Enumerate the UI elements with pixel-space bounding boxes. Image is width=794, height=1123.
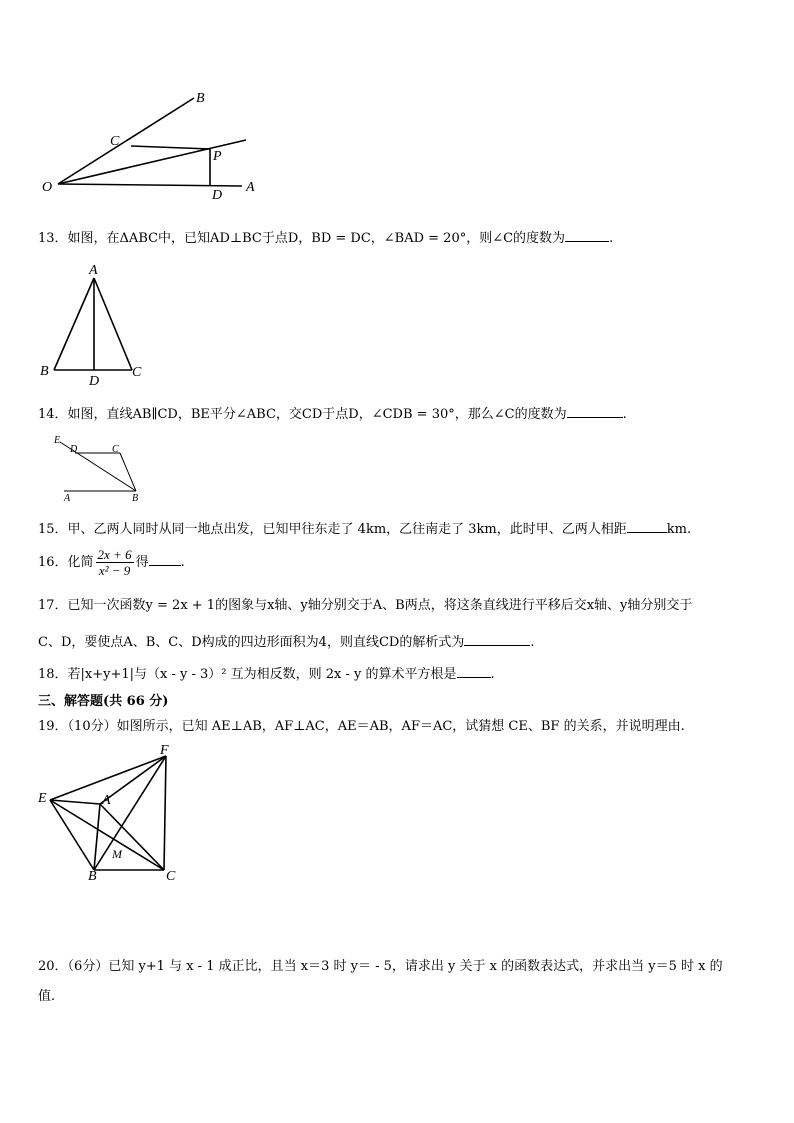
- question-13: 13．如图，在ΔABC中，已知AD⊥BC于点D，BD = DC，∠BAD = 20°，则∠C的度数为 .: [38, 231, 614, 246]
- answer-blank-17: [464, 633, 530, 646]
- question-19-text: 19．（10分）如图所示，已知 AE⊥AB，AF⊥AC，AE＝AB，AF＝AC，试猜想 CE、BF 的关系，并说明理由.: [38, 719, 685, 734]
- point-F-label: F: [160, 743, 169, 758]
- point-O-label: O: [42, 180, 53, 195]
- point-C-label: C: [132, 365, 142, 380]
- answer-blank-18: [457, 665, 491, 678]
- question-18-text: 18．若|x+y+1|与（x - y - 3）² 互为相反数，则 2x - y 的算术平方根是: [38, 667, 457, 682]
- question-14: 14．如图，直线AB∥CD，BE平分∠ABC，交CD于点D，∠CDB = 30°，那么∠C的度数为 .: [38, 407, 627, 422]
- answer-blank-15: [627, 520, 667, 533]
- point-B-label: B: [40, 364, 49, 379]
- fraction-denominator: x² − 9: [98, 563, 131, 578]
- point-B-label: B: [132, 493, 139, 504]
- fraction-numerator: 2x + 6: [97, 547, 132, 562]
- question-13-text: 13．如图，在ΔABC中，已知AD⊥BC于点D，BD = DC，∠BAD = 20°，则∠C的度数为: [38, 231, 566, 246]
- point-D-label: D: [89, 374, 100, 387]
- point-C-label: C: [166, 869, 176, 884]
- fraction-expression: [96, 547, 134, 578]
- point-D-label: D: [70, 444, 78, 455]
- point-D-label: D: [212, 188, 223, 203]
- question-14-text: 14．如图，直线AB∥CD，BE平分∠ABC，交CD于点D，∠CDB = 30°，那么∠C的度数为: [38, 407, 567, 422]
- section-heading: 三、解答题(共 66 分): [38, 694, 169, 709]
- point-B-label: B: [88, 869, 97, 884]
- question-16: 16．化简 $\frac{2x + 6}{\text{x² − 9}}$ 得 .: [38, 547, 185, 578]
- point-M-label: M: [112, 847, 122, 861]
- question-15: 15．甲、乙两人同时从同一地点出发，已知甲往东走了 4km，乙往南走了 3km，此时甲、乙两人相距 km.: [38, 522, 692, 537]
- question-15-text: 15．甲、乙两人同时从同一地点出发，已知甲往东走了 4km，乙往南走了 3km，此时甲、乙两人相距: [38, 522, 627, 537]
- isosceles-triangle-figure: [36, 262, 156, 387]
- point-A-label: A: [102, 793, 111, 808]
- point-B-label: B: [196, 91, 205, 106]
- question-17-line-1: 17．已知一次函数y = 2x + 1的图象与x轴、y轴分别交于A、B两点，将这条直线进行平移后交x轴、y轴分别交于: [38, 598, 693, 613]
- point-C-label: C: [110, 134, 120, 149]
- question-19: [38, 718, 685, 736]
- point-A-label: A: [89, 263, 98, 278]
- point-E-label: E: [54, 435, 61, 446]
- answer-blank-13: [565, 229, 609, 242]
- angle-bisector-figure: [36, 84, 266, 204]
- question-20-line-1: 20．（6分）已知 y+1 与 x - 1 成正比，且当 x＝3 时 y＝ - 5，请求出 y 关于 x 的函数表达式，并求出当 y＝5 时 x 的: [38, 959, 723, 974]
- point-E-label: E: [38, 791, 47, 806]
- answer-blank-14: [567, 405, 623, 418]
- question-17-line-2: C、D，要使点A、B、C、D构成的四边形面积为4，则直线CD的解析式为 .: [38, 635, 535, 650]
- parallel-lines-figure: [50, 432, 160, 504]
- congruent-triangles-figure: [36, 742, 186, 884]
- answer-blank-16: [149, 553, 181, 566]
- point-A-label: A: [64, 493, 71, 504]
- point-P-label: P: [213, 149, 222, 164]
- question-18: 18．若|x+y+1|与（x - y - 3）² 互为相反数，则 2x - y 的算术平方根是 .: [38, 667, 495, 682]
- question-20-line-2: 值.: [38, 989, 56, 1004]
- point-C-label: C: [112, 444, 119, 455]
- point-A-label: A: [246, 180, 255, 195]
